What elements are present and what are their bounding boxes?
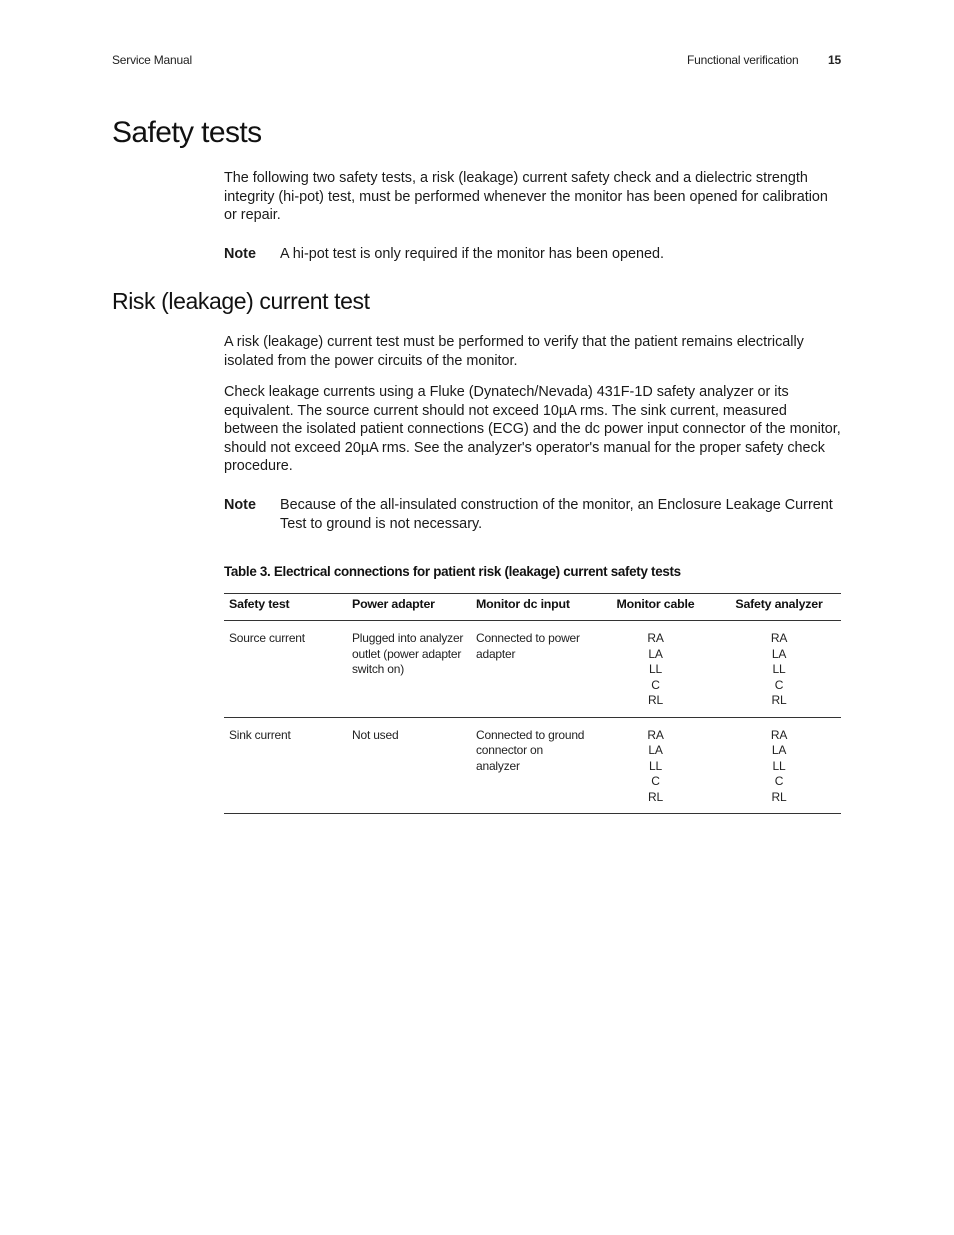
- page-title: Safety tests: [112, 116, 262, 149]
- note-text: A hi-pot test is only required if the monitor has been opened.: [280, 246, 664, 262]
- connections-table: [224, 593, 841, 814]
- lead-label: C: [774, 774, 784, 788]
- lead-label: C: [774, 677, 784, 692]
- lead-label: RA: [647, 631, 664, 645]
- lead-label: RL: [648, 693, 663, 707]
- lead-label: LL: [772, 662, 786, 676]
- note-text: Because of the all-insulated construction of the monitor, an Enclosure Leakage Current Test to ground is not necessary.: [280, 497, 833, 532]
- note-enclosure: [224, 496, 844, 533]
- lead-label: C: [651, 774, 660, 788]
- cell-dc-input: Connected to power adapter: [471, 621, 594, 718]
- note-label: Note: [224, 497, 256, 513]
- col-header-monitor-dc-input: Monitor dc input: [471, 594, 594, 621]
- note-hipot: [224, 245, 844, 264]
- table-caption: Table 3. Electrical connections for patient risk (leakage) current safety tests: [224, 564, 681, 579]
- col-header-safety-analyzer: Safety analyzer: [717, 594, 841, 621]
- running-header-title: Service Manual: [112, 53, 192, 67]
- cell-safety-test: Sink current: [224, 717, 347, 814]
- note-label: Note: [224, 246, 256, 262]
- lead-label: LA: [771, 646, 787, 661]
- cell-power-adapter: Plugged into analyzer outlet (power adapter switch on): [347, 621, 471, 718]
- cell-safety-analyzer: [717, 717, 841, 814]
- intro-paragraph: The following two safety tests, a risk (leakage) current safety check and a dielectric strength integrity (hi-pot) test, must be performed whenever the monitor has been opened for calibration or repair.: [224, 170, 828, 224]
- cell-safety-test: Source current: [224, 621, 347, 718]
- table-header-row: [224, 594, 841, 621]
- lead-label: RA: [770, 727, 788, 742]
- table-row: [224, 621, 841, 718]
- section-heading: Risk (leakage) current test: [112, 288, 370, 314]
- lead-label: LL: [772, 758, 786, 773]
- lead-label: RA: [647, 727, 664, 742]
- lead-label: RL: [771, 789, 787, 804]
- lead-label: LA: [648, 646, 663, 661]
- leakage-paragraph-2: Check leakage currents using a Fluke (Dynatech/Nevada) 431F-1D safety analyzer or its equivalent. The source current should not exceed 10µA rms. The sink current, measured between the isolated patient connections (ECG) and the dc power input connector of the monitor, should not exceed 20µA rms. See the analyzer's operator's manual for the proper safety check procedure.: [224, 384, 841, 475]
- col-header-power-adapter: Power adapter: [347, 594, 471, 621]
- col-header-monitor-cable: Monitor cable: [594, 594, 717, 621]
- page-number: 15: [828, 53, 841, 67]
- cell-power-adapter: Not used: [347, 717, 471, 814]
- cell-safety-analyzer: [717, 621, 841, 718]
- lead-label: LA: [771, 743, 787, 757]
- lead-label: LL: [649, 758, 662, 773]
- lead-label: RA: [770, 631, 788, 645]
- lead-label: RL: [648, 789, 663, 804]
- col-header-safety-test: Safety test: [224, 594, 347, 621]
- lead-label: LA: [648, 743, 663, 757]
- lead-label: LL: [649, 662, 662, 676]
- cell-monitor-cable: [594, 621, 717, 718]
- table-row: [224, 717, 841, 814]
- cell-monitor-cable: [594, 717, 717, 814]
- leakage-paragraph-1: A risk (leakage) current test must be performed to verify that the patient remains electrically isolated from the power circuits of the monitor.: [224, 334, 804, 369]
- lead-label: RL: [771, 693, 787, 707]
- cell-dc-input: Connected to ground connector on analyzer: [471, 717, 594, 814]
- running-header-section: Functional verification: [687, 53, 799, 67]
- lead-label: C: [651, 677, 660, 692]
